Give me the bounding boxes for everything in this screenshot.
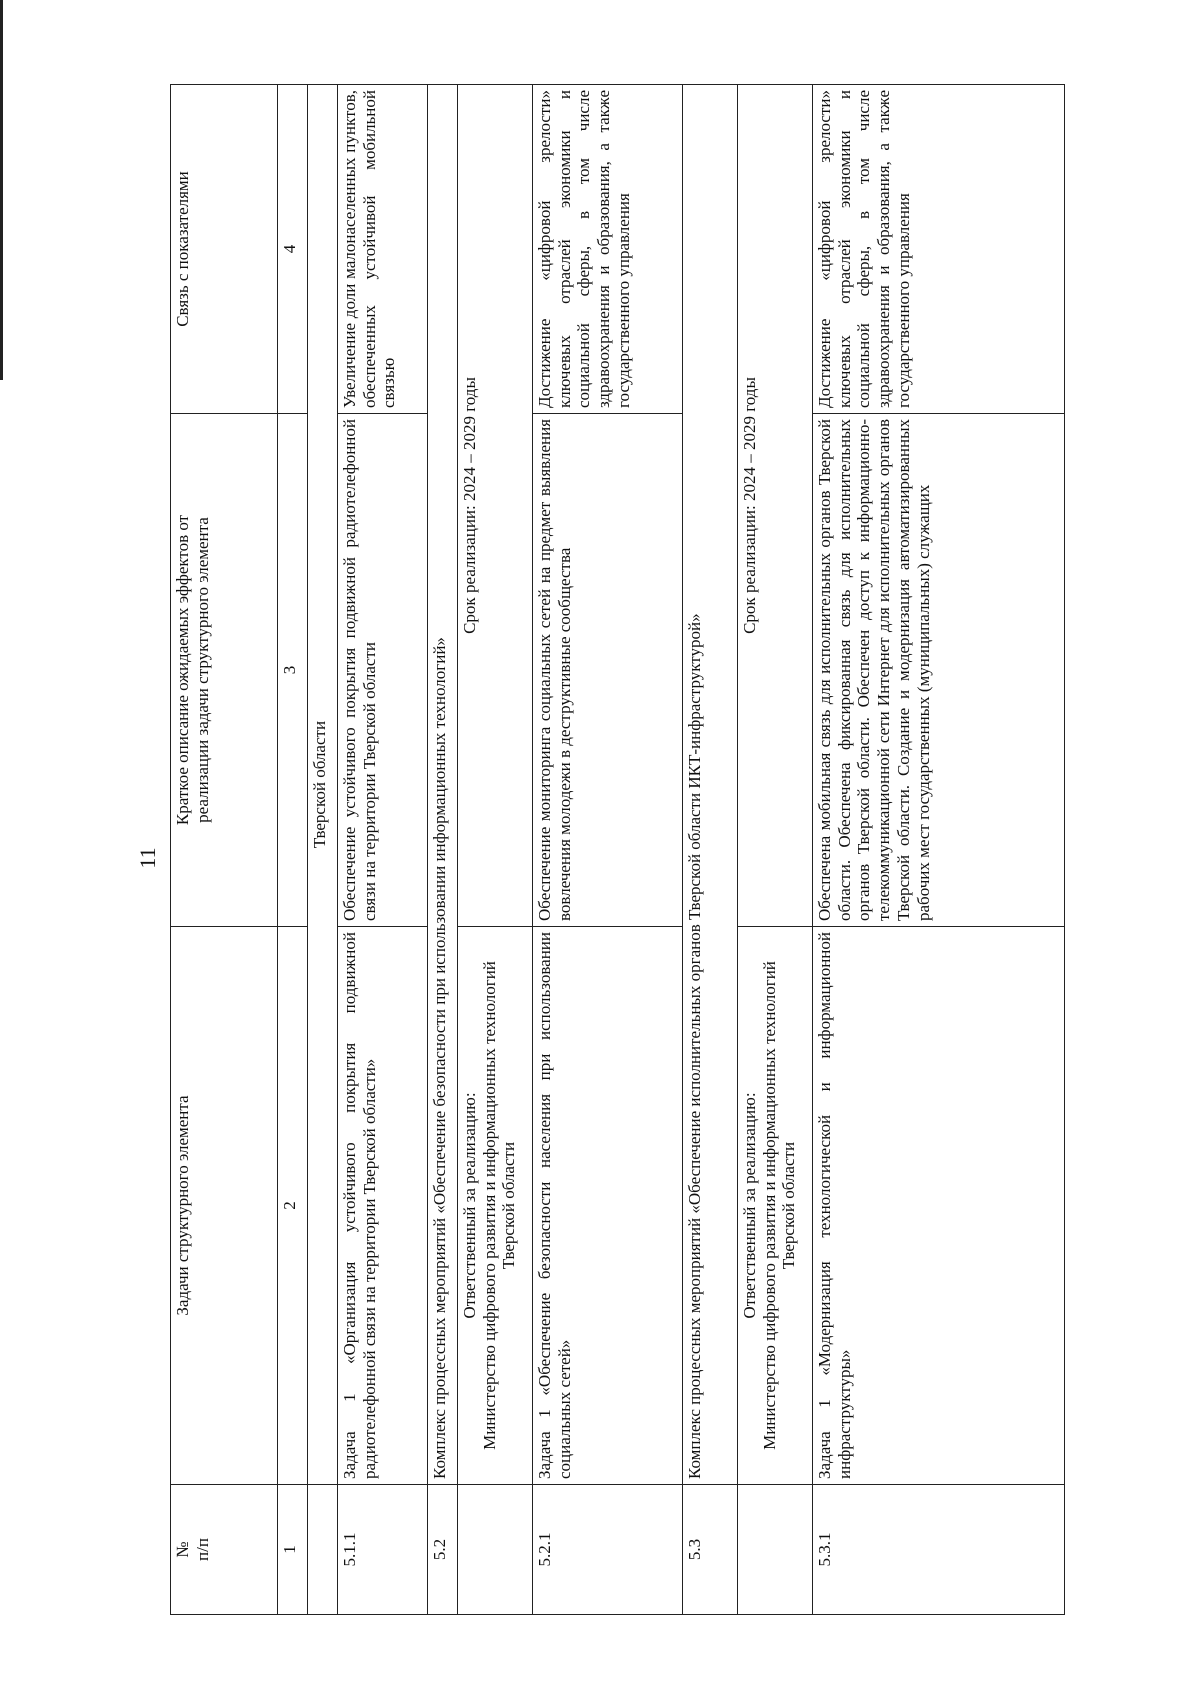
term: Срок реализации: 2024 – 2029 годы [458, 85, 533, 927]
task-text: Задача 1 «Модернизация технологической и информационной инфраструктуры» [813, 927, 1065, 1485]
indicator-text: Достижение «цифровой зрелости» ключевых отраслей экономики и социальной сферы, в том числе здравоохранения и образования, а также государственного управления [533, 85, 683, 414]
row-number: 5.2 [428, 1485, 458, 1615]
task-text: Задача 1 «Обеспечение безопасности населения при использовании социальных сетей» [533, 927, 683, 1485]
responsible-cell [458, 927, 533, 1485]
responsible-org: Министерство цифрового развития и информационных технологий [479, 961, 499, 1450]
responsible-org-region: Тверской области [499, 1141, 519, 1270]
responsible-row [738, 85, 813, 1615]
indicator-text: Увеличение доли малонаселенных пунктов, обеспеченных устойчивой мобильной связью [338, 85, 428, 414]
rotated-page-content [170, 85, 1065, 1615]
org-name: Тверской области [308, 85, 338, 1485]
header-row [171, 85, 278, 1615]
responsible-label: Ответственный за реализацию: [740, 1092, 759, 1319]
column-numbers-row [278, 85, 308, 1615]
table-row [338, 85, 428, 1615]
effect-text: Обеспечена мобильная связь для исполнительных органов Тверской области. Обеспечена фиксированная связь для исполнительных органов Тверской области. Обеспечен доступ к информационно-телекоммуникационной сети Интернет для исполнительных органов Тверской области. Создание и модернизация автоматизированных рабочих мест государственных (муниципальных) служащих [813, 414, 1065, 927]
header-tasks: Задачи структурного элемента [171, 927, 278, 1485]
effect-text: Обеспечение мониторинга социальных сетей на предмет выявления вовлечения молодежи в деструктивные сообщества [533, 414, 683, 927]
col-number-2: 2 [278, 927, 308, 1485]
responsible-org-region: Тверской области [779, 1141, 799, 1270]
row-number: 5.3.1 [813, 1485, 1065, 1615]
responsible-row [458, 85, 533, 1615]
header-effects: Краткое описание ожидаемых эффектов от реализации задачи структурного элемента [171, 414, 278, 927]
responsible-label: Ответственный за реализацию: [460, 1092, 479, 1319]
structural-elements-table [170, 84, 1065, 1615]
col-number-1: 1 [278, 1485, 308, 1615]
margin-rule [0, 0, 3, 380]
responsible-cell [738, 927, 813, 1485]
table-row [813, 85, 1065, 1615]
col-number-4: 4 [278, 85, 308, 414]
indicator-text: Достижение «цифровой зрелости» ключевых отраслей экономики и социальной сферы, в том числе здравоохранения и образования, а также государственного управления [813, 85, 1065, 414]
row-number: 5.1.1 [338, 1485, 428, 1615]
term: Срок реализации: 2024 – 2029 годы [738, 85, 813, 927]
org-row [308, 85, 338, 1615]
effect-text: Обеспечение устойчивого покрытия подвижной радиотелефонной связи на территории Тверской области [338, 414, 428, 927]
col-number-3: 3 [278, 414, 308, 927]
row-number: 5.2.1 [533, 1485, 683, 1615]
table-row [533, 85, 683, 1615]
header-number: № п/п [171, 1485, 278, 1615]
table-row [428, 85, 458, 1615]
table-row [683, 85, 738, 1615]
complex-title: Комплекс процессных мероприятий «Обеспечение безопасности при использовании информационных технологий» [428, 85, 458, 1485]
task-text: Задача 1 «Организация устойчивого покрытия подвижной радиотелефонной связи на территории Тверской области» [338, 927, 428, 1485]
row-number: 5.3 [683, 1485, 738, 1615]
page-number: 11 [135, 847, 160, 869]
header-indicators: Связь с показателями [171, 85, 278, 414]
complex-title: Комплекс процессных мероприятий «Обеспечение исполнительных органов Тверской области ИКТ-инфраструктурой» [683, 85, 738, 1485]
responsible-org: Министерство цифрового развития и информационных технологий [759, 961, 779, 1450]
